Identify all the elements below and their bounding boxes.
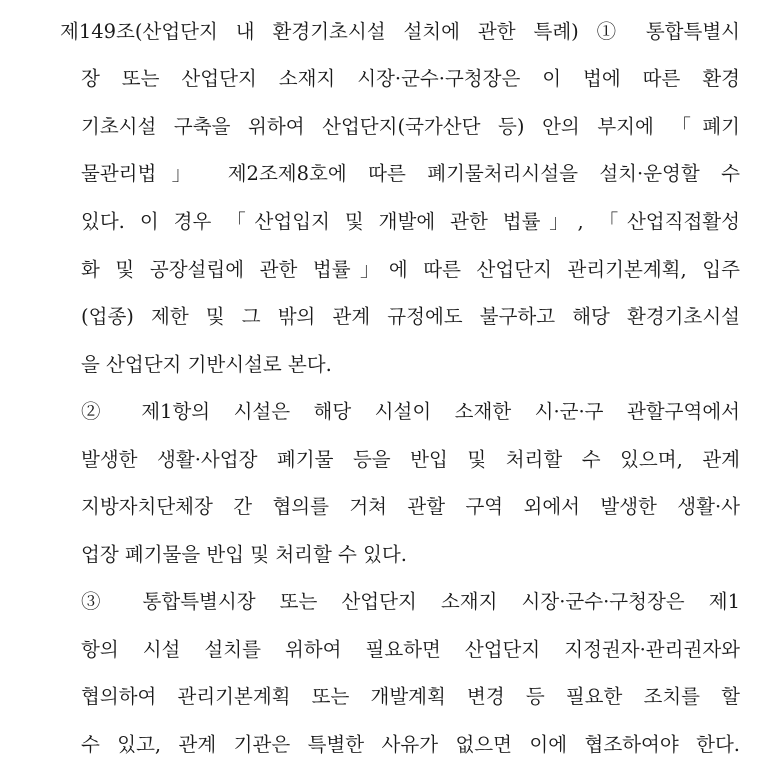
article-line-10: 발생한 생활·사업장 폐기물 등을 반입 및 처리할 수 있으며, 관계 [81, 448, 740, 471]
article-line-4: 물관리법」 제2조제8호에 따른 폐기물처리시설을 설치·운영할 수 [81, 162, 740, 185]
article-line-8: 을 산업단지 기반시설로 본다. [81, 353, 332, 376]
article-line-6: 화 및 공장설립에 관한 법률」에 따른 산업단지 관리기본계획, 입주 [81, 258, 740, 281]
article-line-12: 업장 폐기물을 반입 및 처리할 수 있다. [81, 543, 407, 566]
article-line-5: 있다. 이 경우 「산업입지 및 개발에 관한 법률」, 「산업직접활성 [81, 210, 740, 233]
article-line-16: 수 있고, 관계 기관은 특별한 사유가 없으면 이에 협조하여야 한다. [81, 733, 740, 756]
article-line-9: ② 제1항의 시설은 해당 시설이 소재한 시·군·구 관할구역에서 [81, 400, 740, 423]
article-line-15: 협의하여 관리기본계획 또는 개발계획 변경 등 필요한 조치를 할 [81, 685, 740, 708]
article-line-2: 장 또는 산업단지 소재지 시장·군수·구청장은 이 법에 따른 환경 [81, 67, 740, 90]
article-line-1: 제149조(산업단지 내 환경기초시설 설치에 관한 특례) ① 통합특별시 [60, 20, 740, 43]
article-line-7: (업종) 제한 및 그 밖의 관계 규정에도 불구하고 해당 환경기초시설 [81, 305, 740, 328]
article-line-14: 항의 시설 설치를 위하여 필요하면 산업단지 지정권자·관리권자와 [81, 638, 740, 661]
article-line-13: ③ 통합특별시장 또는 산업단지 소재지 시장·군수·구청장은 제1 [81, 590, 740, 613]
article-line-11: 지방자치단체장 간 협의를 거쳐 관할 구역 외에서 발생한 생활·사 [81, 495, 740, 518]
article-line-3: 기초시설 구축을 위하여 산업단지(국가산단 등) 안의 부지에 「폐기 [81, 115, 740, 138]
